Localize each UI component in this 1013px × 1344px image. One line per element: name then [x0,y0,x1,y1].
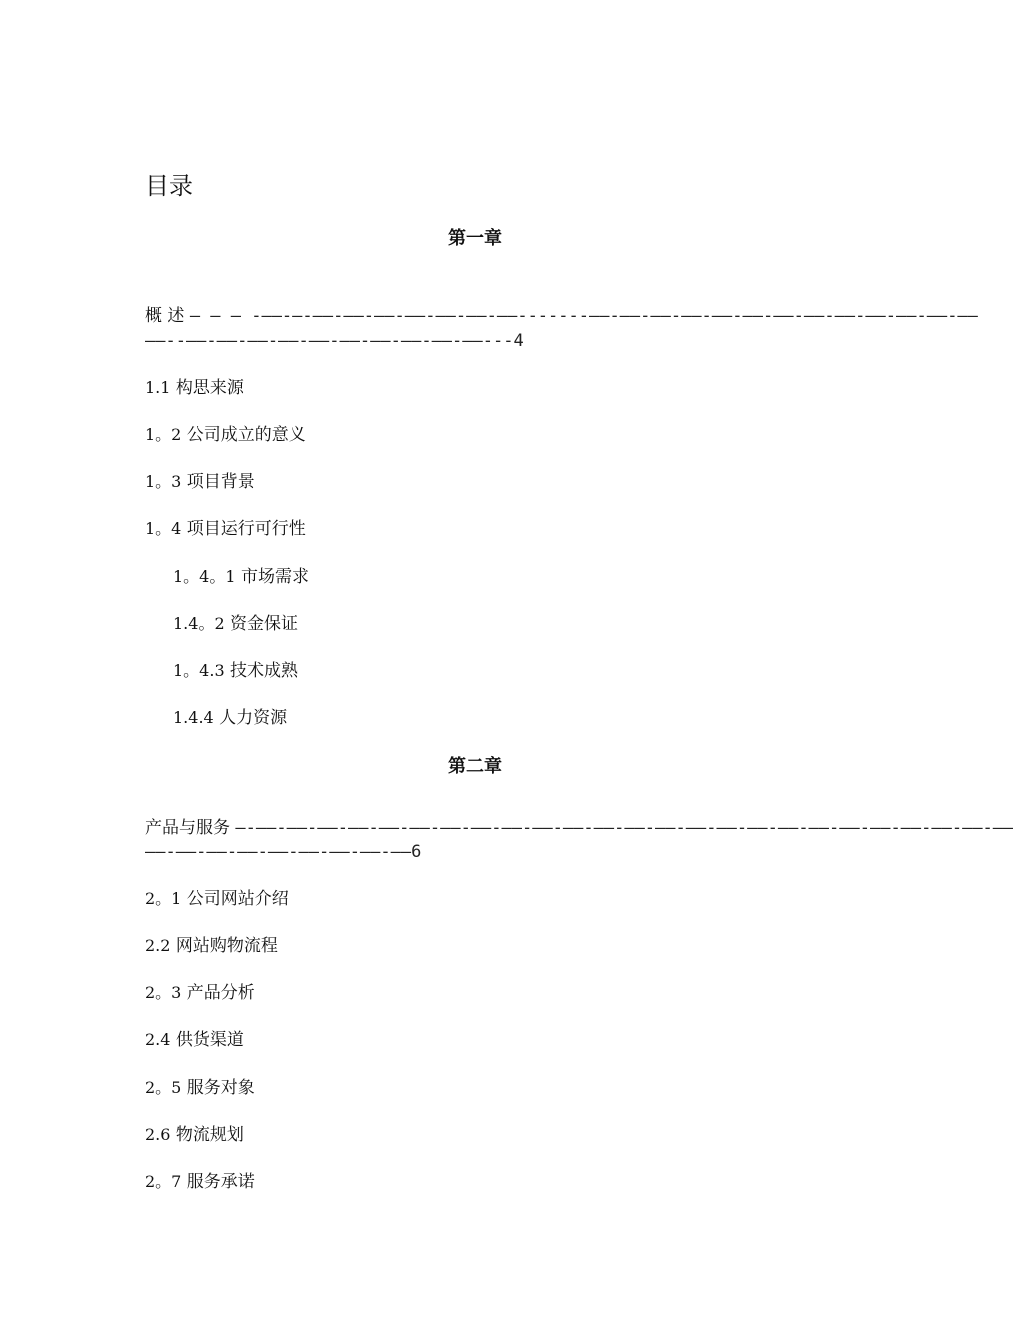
toc-leader: ——-——-——-——-——-——-——-——-—— [145,842,412,862]
toc-item[interactable] [145,470,255,494]
toc-item-text: 产品分析 [186,983,255,1003]
toc-leader: ——--——-——-——-——-——-——-——-——-——-——--- [145,331,514,351]
toc-item-number: 2。3 [145,983,182,1002]
toc-leader: —-——-——-——-——-——-——-——-——-——-——-——-——-——-——-——-——-——-——-——-——-——-——-——-——-—— [235,818,1013,838]
toc-main-entry[interactable] [145,304,978,328]
toc-main-entry[interactable] [145,816,1013,840]
toc-subitem[interactable] [173,706,287,730]
toc-item-number: 2。1 [145,889,182,908]
toc-item[interactable] [145,1170,255,1194]
chapter-heading: 第一章 [448,228,502,249]
toc-item-number: 2。7 [145,1172,182,1191]
toc-title: 目录 [145,172,193,200]
toc-item-text: 网站购物流程 [175,936,278,956]
toc-item-number: 1.4.4 [173,708,214,727]
toc-item-text: 构思来源 [175,378,244,398]
toc-item-text: 人力资源 [219,708,288,728]
toc-item-text: 服务承诺 [186,1172,255,1192]
toc-item[interactable] [145,1076,255,1100]
toc-item-number: 2.4 [145,1030,171,1049]
toc-page-number: 6 [411,842,422,862]
toc-item[interactable] [145,517,306,541]
toc-item-text: 市场需求 [240,567,309,587]
chapter-heading: 第二章 [448,756,502,777]
toc-item-number: 1。4.3 [173,661,225,680]
toc-item[interactable] [145,934,278,958]
toc-item-number: 1。2 [145,425,182,444]
toc-item-text: 技术成熟 [230,661,299,681]
toc-item[interactable] [145,376,244,400]
toc-item-number: 2.2 [145,936,171,955]
toc-item-number: 2.6 [145,1125,171,1144]
toc-item-text: 供货渠道 [175,1030,244,1050]
toc-item-text: 资金保证 [230,614,299,634]
toc-item-text: 公司成立的意义 [186,425,306,445]
toc-item-number: 1。4 [145,519,182,538]
toc-item[interactable] [145,1028,244,1052]
toc-subitem[interactable] [173,659,298,683]
toc-item-text: 服务对象 [186,1078,255,1098]
toc-leader: — — — -——-—-——-——-——-——-——-——-——-------——-——-——-——-——-——-——-——-——-——-——-——-—— [189,306,978,326]
toc-item-text: 物流规划 [175,1125,244,1145]
toc-main-entry-continued [145,329,810,353]
toc-item[interactable] [145,1123,244,1147]
toc-item-number: 1。3 [145,472,182,491]
toc-item-number: 1.1 [145,378,171,397]
toc-main-entry-continued [145,840,810,864]
toc-item[interactable] [145,423,306,447]
toc-entry-label: 概 述 [145,306,185,326]
toc-entry-label: 产品与服务 [145,818,230,838]
toc-subitem[interactable] [173,565,309,589]
toc-item-text: 项目运行可行性 [186,519,306,539]
toc-item-number: 1。4。1 [173,567,236,586]
toc-item-number: 1.4。2 [173,614,225,633]
toc-page-number: 4 [513,331,524,351]
toc-item-text: 项目背景 [186,472,255,492]
toc-subitem[interactable] [173,612,298,636]
toc-item-number: 2。5 [145,1078,182,1097]
toc-item-text: 公司网站介绍 [186,889,289,909]
toc-item[interactable] [145,981,255,1005]
toc-item[interactable] [145,887,289,911]
